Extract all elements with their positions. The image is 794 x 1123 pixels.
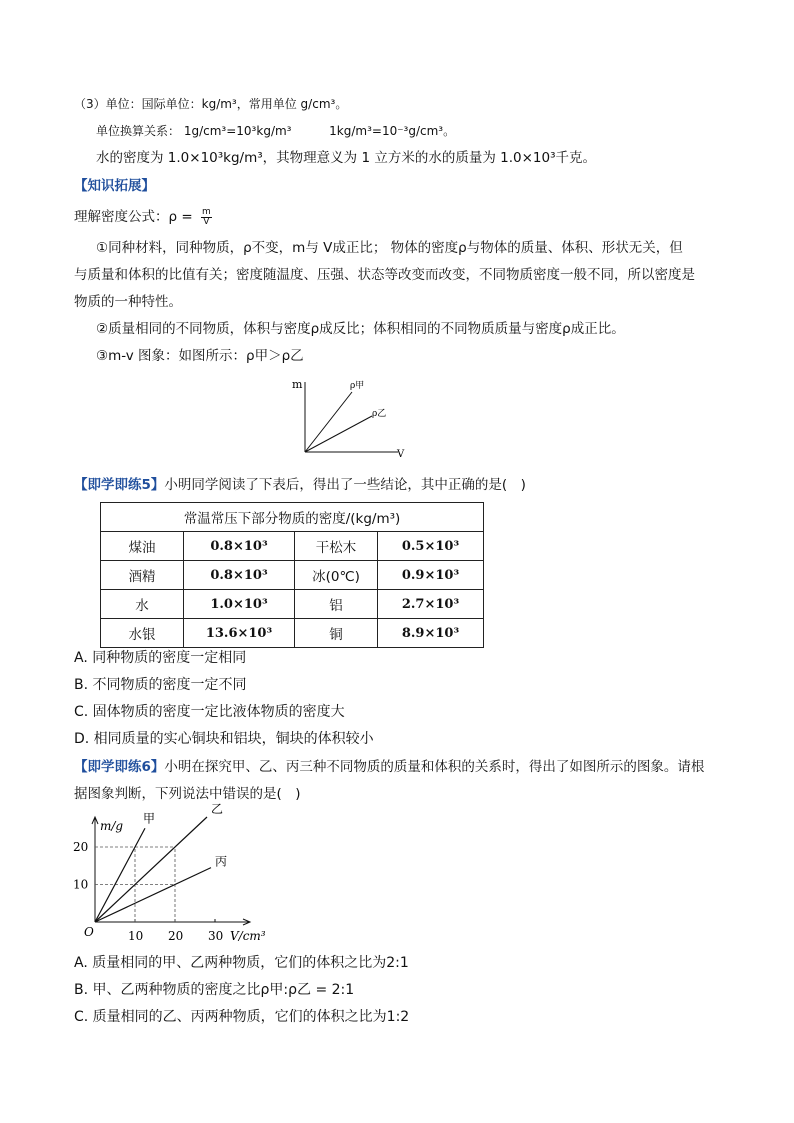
density-table [100,502,484,648]
q5-stem [74,475,526,495]
mv-line-jia [305,392,352,452]
table-cell: 8.9×10³ [378,619,484,648]
q6-origin-label: O [84,925,94,939]
q6-series-label-3: 丙 [215,854,228,869]
q6-y-axis-label: m/g [100,819,124,833]
knowledge-header: 【知识拓展】 [74,178,155,194]
mv-x-label: V [397,449,405,460]
q5-stem-text: 小明同学阅读了下表后，得出了一些结论，其中正确的是( ) [164,477,526,493]
table-cell: 酒精 [101,561,184,590]
density-table-title: 常温常压下部分物质的密度/(kg/m³) [101,503,484,532]
table-cell: 水 [101,590,184,619]
knowledge-point-3: ③m-v 图象：如图所示：ρ甲＞ρ乙 [96,348,304,364]
table-cell: 0.8×10³ [184,561,295,590]
knowledge-point-1-line-1: ①同种材料，同种物质，ρ不变，m与 V成正比； 物体的密度ρ与物体的质量、体积、形状无关，但 [96,240,683,256]
table-cell: 13.6×10³ [184,619,295,648]
table-cell: 水银 [101,619,184,648]
table-cell: 干松木 [295,532,378,561]
q6-option-b: B. 甲、乙两种物质的密度之比ρ甲:ρ乙 = 2:1 [74,982,355,998]
table-cell: 0.8×10³ [184,532,295,561]
density-formula [74,207,212,227]
q6-stem-line-2: 据图象判断，下列说法中错误的是( ) [74,786,301,802]
q5-option-d: D. 相同质量的实心铜块和铝块，铜块的体积较小 [74,731,374,747]
formula-fraction [201,208,212,227]
mv-schematic-graph [280,370,410,460]
knowledge-point-1-line-3: 物质的一种特性。 [74,294,182,310]
q6-option-a: A. 质量相同的甲、乙两种物质，它们的体积之比为2:1 [74,955,409,971]
q6-x-axis-label: V/cm³ [230,929,266,943]
units-line-1: （3）单位：国际单位：kg/m³，常用单位 g/cm³。 [74,97,348,111]
table-cell: 0.9×10³ [378,561,484,590]
q6-series-label-1: 甲 [143,811,156,826]
table-row [101,619,484,648]
table-row [101,561,484,590]
q6-x-tick-label: 10 [128,929,144,943]
q5-option-c: C. 固体物质的密度一定比液体物质的密度大 [74,704,345,720]
knowledge-point-1-line-2: 与质量和体积的比值有关；密度随温度、压强、状态等改变而改变，不同物质密度一般不同，所以密度是 [74,267,695,283]
q6-option-c: C. 质量相同的乙、丙两种物质，它们的体积之比为1:2 [74,1009,410,1025]
q6-stem-text: 小明在探究甲、乙、丙三种不同物质的质量和体积的关系时，得出了如图所示的图象。请根 [164,759,705,775]
table-cell: 0.5×10³ [378,532,484,561]
density-table-title-row [101,503,484,532]
formula-numerator: m [201,206,211,217]
units-conversion-a: 1g/cm³=10³kg/m³ [183,124,292,138]
q5-option-b: B. 不同物质的密度一定不同 [74,677,247,693]
table-row [101,532,484,561]
table-cell: 2.7×10³ [378,590,484,619]
q6-mass-volume-chart [70,802,270,947]
q6-series-label-2: 乙 [211,802,224,816]
q5-option-a: A. 同种物质的密度一定相同 [74,650,247,666]
q6-series-line-3 [95,868,211,922]
mv-label-jia: ρ甲 [350,381,365,391]
q5-tag: 【即学即练5】 [74,477,165,493]
q6-x-tick-label: 30 [208,929,224,943]
table-row [101,590,484,619]
table-cell: 冰(0℃) [295,561,378,590]
q6-stem-line-1 [74,757,704,777]
units-conversion-label: 单位换算关系： [96,124,181,138]
q6-y-tick-label: 20 [73,840,89,854]
mv-label-yi: ρ乙 [372,409,387,419]
table-cell: 铝 [295,590,378,619]
mv-line-yi [305,416,372,452]
mv-y-label: m [292,378,303,391]
table-cell: 煤油 [101,532,184,561]
q6-tag: 【即学即练6】 [74,759,165,775]
units-water-density: 水的密度为 1.0×10³kg/m³，其物理意义为 1 立方米的水的质量为 1.0×10³千克。 [96,150,596,166]
formula-denominator: V [203,216,210,227]
units-line-2 [96,121,455,141]
formula-label: 理解密度公式：ρ = [74,209,193,225]
q6-y-tick-label: 10 [73,877,89,892]
knowledge-point-2: ②质量相同的不同物质，体积与密度ρ成反比；体积相同的不同物质质量与密度ρ成正比。 [96,321,625,337]
q6-x-tick-label: 20 [168,929,184,943]
q6-series-line-1 [95,828,145,922]
table-cell: 1.0×10³ [184,590,295,619]
table-cell: 铜 [295,619,378,648]
units-conversion-b: 1kg/m³=10⁻³g/cm³。 [329,124,456,138]
